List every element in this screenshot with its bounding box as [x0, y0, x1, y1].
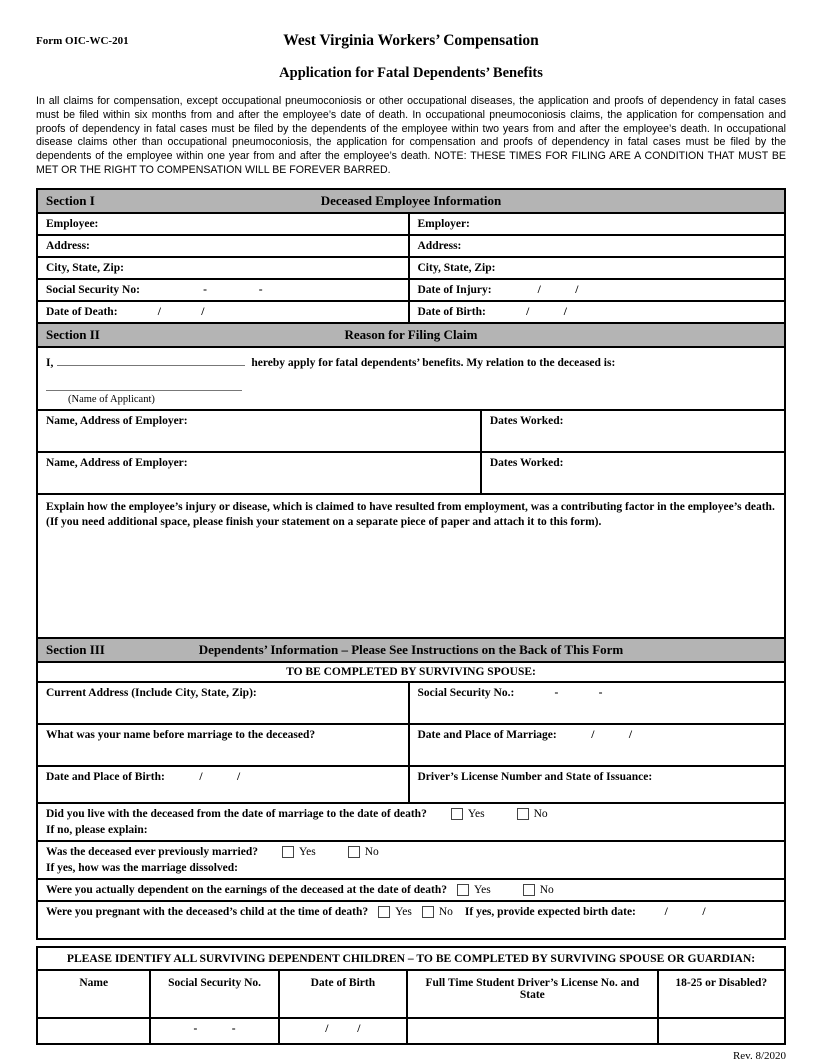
- q1-no-checkbox[interactable]: [517, 808, 529, 820]
- date-of-birth-mask: / /: [485, 305, 567, 318]
- question-pregnant: [38, 902, 784, 938]
- col-header-dob: Date of Birth: [280, 971, 408, 1017]
- employer-city-field[interactable]: [410, 258, 784, 278]
- child-name-field[interactable]: [38, 1019, 151, 1043]
- section-1-title: Deceased Employee Information: [320, 192, 502, 208]
- marriage-label: Date and Place of Marriage:: [417, 728, 557, 741]
- spouse-address-label: Current Address (Include City, State, Zip):: [46, 686, 257, 699]
- employee-address-field[interactable]: [38, 236, 410, 256]
- employee-address-label: Address:: [46, 239, 90, 252]
- q1-followup-label: If no, please explain:: [46, 823, 148, 836]
- col-header-student-license: Full Time Student Driver’s License No. and State: [408, 971, 659, 1017]
- license-label: Driver’s License Number and State of Issuance:: [417, 770, 653, 783]
- spouse-ssn-label: Social Security No.:: [417, 686, 515, 699]
- q1-followup-field[interactable]: [46, 824, 776, 836]
- explain-row: [38, 495, 784, 637]
- question-previously-married: [38, 842, 784, 880]
- question-lived-with-deceased: [38, 804, 784, 842]
- child-ssn-field[interactable]: [151, 1019, 279, 1043]
- section-3-label: Section III: [46, 641, 105, 657]
- q4-text: Were you pregnant with the deceased’s child at the time of death?: [46, 905, 369, 918]
- employee-label: Employee:: [46, 217, 99, 230]
- maiden-name-label: What was your name before marriage to the deceased?: [46, 728, 316, 741]
- q2-yes-checkbox[interactable]: [282, 846, 294, 858]
- spouse-birth-field[interactable]: [38, 767, 410, 802]
- q3-yes-label: Yes: [474, 883, 491, 896]
- section-2-label: Section II: [46, 326, 100, 342]
- employer-field[interactable]: [410, 214, 784, 234]
- child-ssn-mask: - -: [193, 1022, 236, 1035]
- spouse-address-field[interactable]: [38, 683, 410, 723]
- section-2: [36, 322, 786, 639]
- q4-no-checkbox[interactable]: [422, 906, 434, 918]
- apply-prefix: I,: [46, 356, 54, 369]
- q3-text: Were you actually dependent on the earnings of the deceased at the date of death?: [46, 883, 447, 896]
- employer-name-address-label: Name, Address of Employer:: [46, 414, 188, 427]
- section-3-title: Dependents’ Information – Please See Instructions on the Back of This Form: [198, 641, 624, 657]
- spouse-birth-label: Date and Place of Birth:: [46, 770, 165, 783]
- employer-name-address-field[interactable]: [38, 453, 482, 493]
- children-table: [36, 946, 786, 1045]
- row-ssn-injury: [38, 280, 784, 302]
- q2-no-checkbox[interactable]: [348, 846, 360, 858]
- child-disabled-field[interactable]: [659, 1019, 784, 1043]
- ssn-label: Social Security No:: [46, 283, 140, 296]
- dates-worked-field[interactable]: [482, 453, 784, 493]
- date-of-injury-field[interactable]: [410, 280, 784, 300]
- filing-instructions: In all claims for compensation, except occupational pneumoconiosis or other occupational diseases, the application and proofs of dependency in fatal cases must be filed within six months from and after the employee’s date of death. In occupational pneumoconiosis claims, the application for compensation and proofs of dependency in fatal cases must be filed by the dependents of the employee within two years from and after the employee’s death. In occupational disease claims other than occupational pneumoconiosis, the application for compensation and proofs of dependency in fatal cases must be filed by the dependents of the employee within one year from and after the employee’s death. NOTE: THESE TIMES FOR FILING ARE A CONDITION THAT MUST BE MET OR THE RIGHT TO COMPENSATION WILL BE FOREVER BARRED.: [36, 95, 786, 176]
- form-header: [36, 32, 786, 82]
- q4-yes-label: Yes: [395, 905, 412, 918]
- employer-city-label: City, State, Zip:: [417, 261, 496, 274]
- col-header-disabled: 18-25 or Disabled?: [675, 976, 768, 989]
- row-death-birth: [38, 302, 784, 322]
- q3-no-label: No: [539, 883, 554, 896]
- q4-yes-checkbox[interactable]: [378, 906, 390, 918]
- form-title: West Virginia Workers’ Compensation: [283, 32, 539, 49]
- employee-field[interactable]: [38, 214, 410, 234]
- license-field[interactable]: [410, 767, 784, 802]
- explanation-prompt: Explain how the employee’s injury or disease, which is claimed to have resulted from employment, was a contributing factor in the employee’s death. (If you need additional space, please finish your statement on a separate piece of paper and attach it to this form).: [46, 500, 775, 529]
- row-maiden-marriage: [38, 725, 784, 767]
- spouse-ssn-field[interactable]: [410, 683, 784, 723]
- employee-city-field[interactable]: [38, 258, 410, 278]
- col-header-name: Name: [38, 971, 151, 1017]
- explanation-field[interactable]: [38, 495, 784, 637]
- row-city-state-zip: [38, 258, 784, 280]
- date-of-death-mask: / /: [117, 305, 205, 318]
- maiden-name-field[interactable]: [38, 725, 410, 765]
- q1-text: Did you live with the deceased from the date of marriage to the date of death?: [46, 807, 427, 820]
- employer-address-field[interactable]: [410, 236, 784, 256]
- q2-text: Was the deceased ever previously married?: [46, 845, 258, 858]
- applicant-name-input[interactable]: [57, 354, 245, 366]
- section-3: [36, 637, 786, 940]
- q1-yes-label: Yes: [467, 807, 485, 820]
- q4-date-mask: / /: [635, 905, 706, 918]
- marriage-mask: / /: [556, 728, 633, 741]
- spouse-birth-mask: / /: [164, 770, 241, 783]
- section-2-header: [38, 324, 784, 348]
- q1-no-label: No: [533, 807, 548, 820]
- date-of-birth-field[interactable]: [410, 302, 784, 322]
- employer-label: Employer:: [417, 217, 470, 230]
- date-of-birth-label: Date of Birth:: [417, 305, 486, 318]
- date-of-death-label: Date of Death:: [46, 305, 118, 318]
- employee-city-label: City, State, Zip:: [46, 261, 124, 274]
- children-table-title: PLEASE IDENTIFY ALL SURVIVING DEPENDENT CHILDREN – TO BE COMPLETED BY SURVIVING SPOUSE OR GUARDIAN:: [38, 948, 784, 971]
- section-3-header: [38, 639, 784, 663]
- employer-address-label: Address:: [417, 239, 462, 252]
- row-address: [38, 236, 784, 258]
- ssn-field[interactable]: [38, 280, 410, 300]
- employer-history-row: [38, 453, 784, 495]
- marriage-date-place-field[interactable]: [410, 725, 784, 765]
- q2-no-label: No: [364, 845, 379, 858]
- question-dependent-on-earnings: [38, 880, 784, 902]
- relation-input[interactable]: [46, 379, 242, 391]
- date-of-injury-mask: / /: [491, 283, 579, 296]
- ssn-mask: - -: [139, 283, 263, 296]
- form-number: Form OIC-WC-201: [36, 35, 129, 47]
- dates-worked-label: Dates Worked:: [489, 414, 564, 427]
- name-of-applicant-caption: (Name of Applicant): [68, 393, 155, 405]
- employer-name-address-field[interactable]: [38, 411, 482, 451]
- employer-history-row: [38, 411, 784, 453]
- q2-followup-field[interactable]: [46, 862, 776, 874]
- spouse-ssn-mask: - -: [514, 686, 603, 699]
- children-table-row: [38, 1019, 784, 1043]
- q3-no-checkbox[interactable]: [523, 884, 535, 896]
- section-1-label: Section I: [46, 192, 95, 208]
- form-subtitle: Application for Fatal Dependents’ Benefits: [279, 65, 543, 81]
- date-of-injury-label: Date of Injury:: [417, 283, 492, 296]
- child-license-field[interactable]: [408, 1019, 659, 1043]
- spouse-section-header: TO BE COMPLETED BY SURVIVING SPOUSE:: [38, 663, 784, 683]
- q4-no-label: No: [438, 905, 453, 918]
- q4-extra-label: If yes, provide expected birth date:: [464, 905, 636, 918]
- children-table-header: [38, 971, 784, 1019]
- q2-followup-label: If yes, how was the marriage dissolved:: [46, 861, 238, 874]
- revision-label: Rev. 8/2020: [732, 1049, 786, 1062]
- q1-yes-checkbox[interactable]: [451, 808, 463, 820]
- dates-worked-field[interactable]: [482, 411, 784, 451]
- child-dob-field[interactable]: [280, 1019, 408, 1043]
- child-dob-mask: / /: [325, 1022, 361, 1035]
- date-of-death-field[interactable]: [38, 302, 410, 322]
- row-birth-license: [38, 767, 784, 804]
- dates-worked-label: Dates Worked:: [489, 456, 564, 469]
- q3-yes-checkbox[interactable]: [457, 884, 469, 896]
- q2-yes-label: Yes: [298, 845, 316, 858]
- section-1: [36, 188, 786, 324]
- apply-suffix: hereby apply for fatal dependents’ benefits. My relation to the deceased is:: [251, 356, 616, 369]
- apply-statement: [38, 348, 784, 411]
- row-address-ssn: [38, 683, 784, 725]
- section-1-header: [38, 190, 784, 214]
- row-employee-employer: [38, 214, 784, 236]
- employer-name-address-label: Name, Address of Employer:: [46, 456, 188, 469]
- col-header-ssn: Social Security No.: [151, 971, 279, 1017]
- section-2-title: Reason for Filing Claim: [344, 326, 478, 342]
